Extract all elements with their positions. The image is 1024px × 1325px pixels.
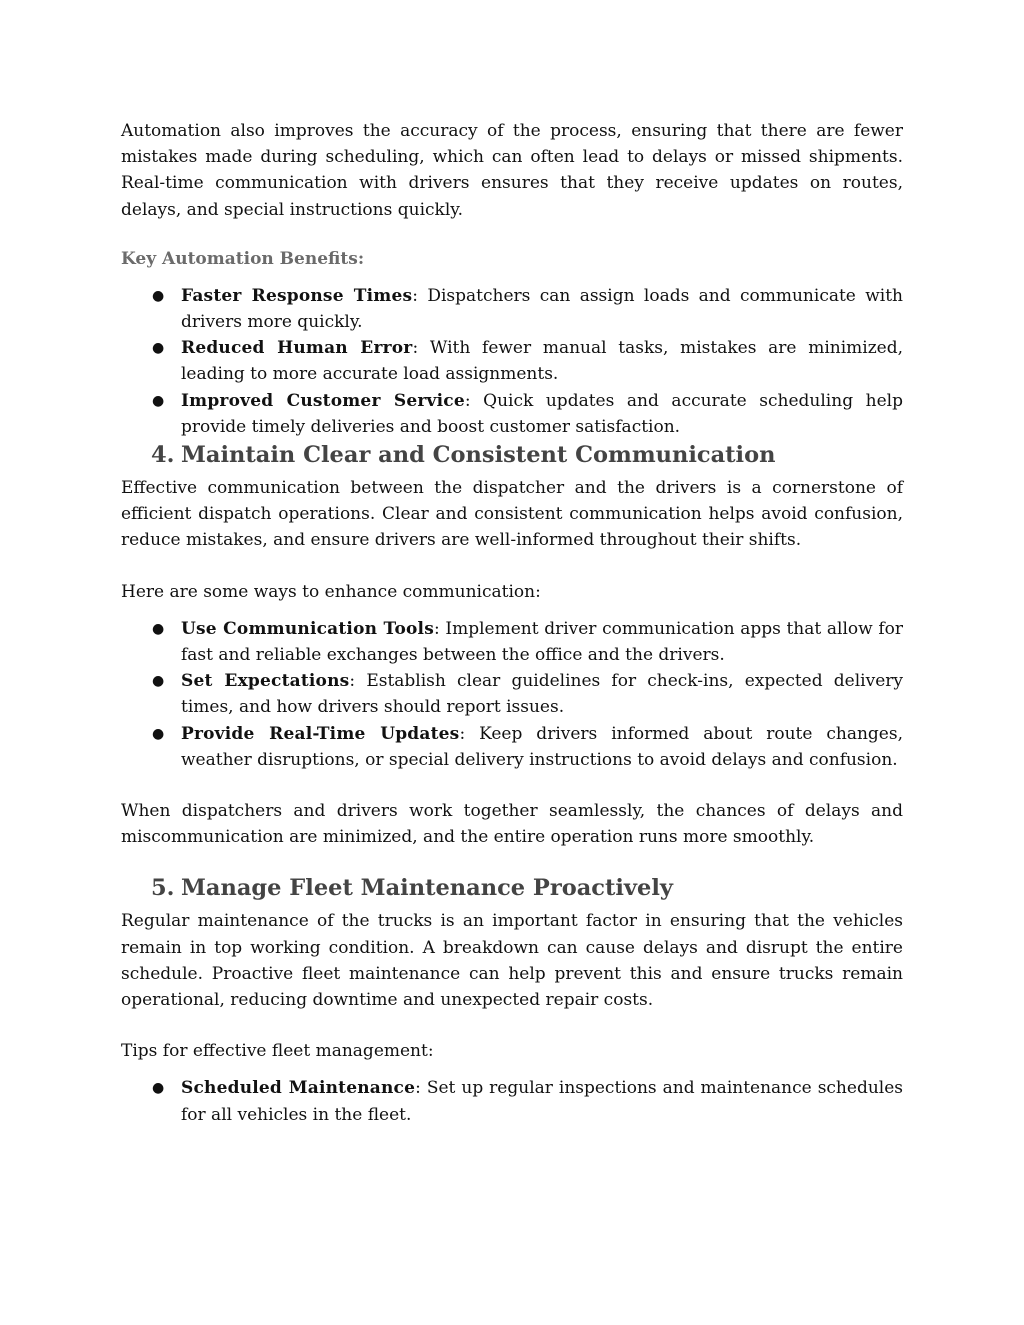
list-item-term: Use Communication Tools <box>181 618 434 639</box>
communication-list <box>121 616 903 773</box>
intro-paragraph: Automation also improves the accuracy of the process, ensuring that there are fewer mistakes made during scheduling, which can often lead to delays or missed shipments. Real-time communication with drivers ensures that they receive updates on routes, delays, and special instructions quickly. <box>121 121 903 220</box>
list-item-text: : Quick updates and accurate scheduling help provide timely deliveries and boost customer satisfaction. <box>181 390 903 437</box>
list-item-term: Provide Real-Time Updates <box>181 723 460 744</box>
section-5-paragraph: Regular maintenance of the trucks is an important factor in ensuring that the vehicles remain in top working condition. A breakdown can cause delays and disrupt the entire schedule. Proactive fleet maintenance can help prevent this and ensure trucks remain operational, reducing downtime and unexpected repair costs. <box>121 911 903 1011</box>
section-4-paragraph: Effective communication between the dispatcher and the drivers is a cornerstone of efficient dispatch operations. Clear and consistent communication helps avoid confusion, reduce mistakes, and ensure drivers are well-informed throughout their shifts. <box>121 478 903 551</box>
list-item-text: : Set up regular inspections and maintenance schedules for all vehicles in the fleet. <box>181 1078 903 1125</box>
section-4-number: 4. <box>151 442 175 469</box>
section-4-lead: Here are some ways to enhance communication: <box>121 581 541 602</box>
list-item-term: Scheduled Maintenance <box>181 1078 416 1099</box>
bullet-icon: ● <box>152 725 165 742</box>
list-item-term: Faster Response Times <box>181 285 413 306</box>
list-item <box>121 1075 903 1127</box>
benefits-list <box>121 283 903 440</box>
list-item-text: : Implement driver communication apps that allow for fast and reliable exchanges between the office and the drivers. <box>181 618 903 666</box>
section-5-lead: Tips for effective fleet management: <box>121 1041 434 1062</box>
list-item <box>121 721 903 773</box>
bullet-icon: ● <box>152 340 165 357</box>
list-item-text: : With fewer manual tasks, mistakes are minimized, leading to more accurate load assignments. <box>181 338 903 385</box>
section-5-title: Manage Fleet Maintenance Proactively <box>181 875 673 902</box>
section-4-closing: When dispatchers and drivers work together seamlessly, the chances of delays and miscommunication are minimized, and the entire operation runs more smoothly. <box>121 801 903 848</box>
benefits-heading: Key Automation Benefits: <box>121 248 365 269</box>
list-item <box>121 283 903 335</box>
section-5-number: 5. <box>151 875 175 902</box>
section-5-heading <box>121 874 903 902</box>
list-item <box>121 335 903 387</box>
list-item <box>121 616 903 668</box>
section-4-heading <box>121 441 903 469</box>
list-item-text: : Dispatchers can assign loads and communicate with drivers more quickly. <box>181 285 903 333</box>
list-item-text: : Establish clear guidelines for check-ins, expected delivery times, and how drivers should report issues. <box>181 671 903 718</box>
fleet-tips-list <box>121 1075 903 1127</box>
bullet-icon: ● <box>152 1080 165 1097</box>
section-4-title: Maintain Clear and Consistent Communication <box>181 442 776 469</box>
list-item-term: Set Expectations <box>181 671 350 692</box>
list-item <box>121 388 903 440</box>
list-item-term: Improved Customer Service <box>181 390 465 411</box>
document-page <box>121 118 903 1128</box>
bullet-icon: ● <box>152 392 165 409</box>
list-item <box>121 668 903 720</box>
bullet-icon: ● <box>152 673 165 690</box>
bullet-icon: ● <box>152 287 165 304</box>
bullet-icon: ● <box>152 620 165 637</box>
list-item-term: Reduced Human Error <box>181 338 413 359</box>
list-item-text: : Keep drivers informed about route changes, weather disruptions, or special delivery instructions to avoid delays and confusion. <box>181 723 903 770</box>
